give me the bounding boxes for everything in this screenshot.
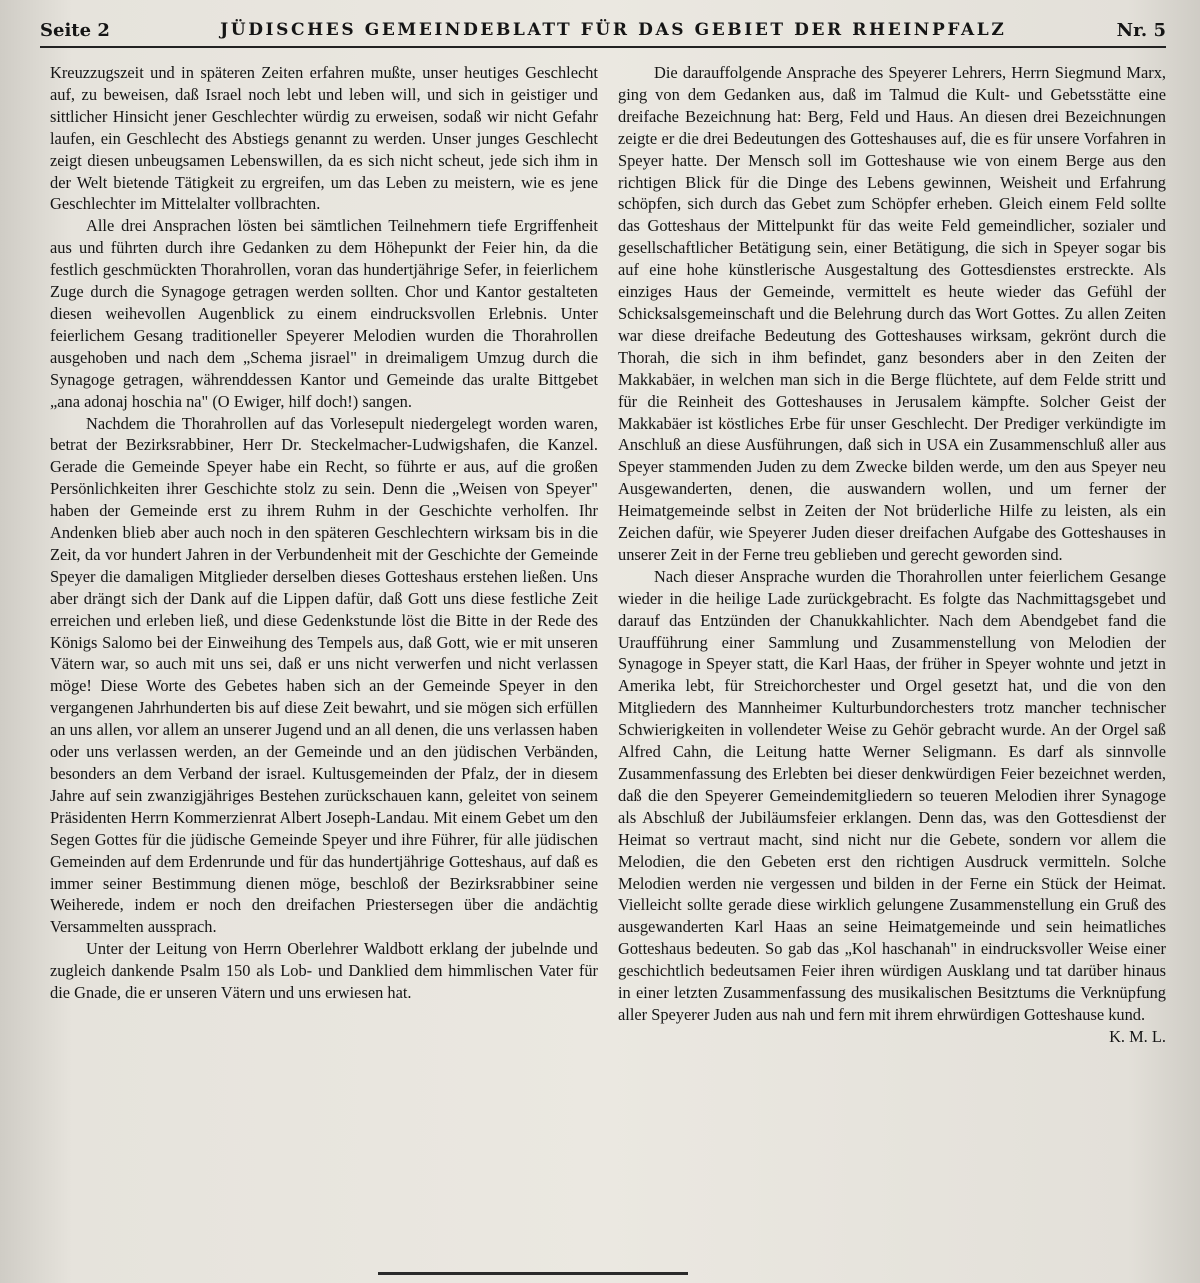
left-paragraph-4: Unter der Leitung von Herrn Oberlehrer Waldbott erklang der jubelnde und zugleich dankende Psalm 150 als Lob- und Danklied dem himmlischen Vater für die Gnade, die er unseren Vätern und uns erwiesen hat.	[50, 939, 598, 1003]
newspaper-title: JÜDISCHES GEMEINDEBLATT FÜR DAS GEBIET DER RHEINPFALZ	[220, 20, 1007, 40]
left-paragraph-2: Alle drei Ansprachen lösten bei sämtlichen Teilnehmern tiefe Ergriffenheit aus und führten durch ihre Gedanken zu dem Höhepunkt der Feier hin, da die festlich geschmückten Thorahrollen, voran das hundertjährige Sefer, in feierlichem Zuge durch die Synagoge getragen werden sollten. Chor und Kantor gestalteten diesen weihevollen Augenblick zu einem eindrucksvollen Erlebnis. Unter feierlichem Gesang traditioneller Speyerer Melodien wurden die Thorahrollen ausgehoben und nach dem „Schema jisrael" in dreimaligem Umzug durch die Synagoge getragen, währenddessen Kantor und Gemeinde das uralte Bittgebet „ana adonaj hoschia na" (O Ewiger, hilf doch!) sangen.	[50, 216, 598, 411]
page-number: Seite 2	[40, 19, 110, 41]
signature-line	[618, 1026, 1166, 1048]
left-paragraph-1: Kreuzzugszeit und in späteren Zeiten erfahren mußte, unser heutiges Geschlecht auf, zu beweisen, daß Israel noch lebt und leben will, und sich in geistiger und sittlicher Hinsicht jener Geschlechter würdig zu erweisen, sodaß wir nicht Gefahr laufen, ein Geschlecht des Abstiegs genannt zu werden. Unser junges Geschlecht zeigt diesen unbeugsamen Lebenswillen, da es sich nicht scheut, jede sich ihm in der Welt bietende Tätigkeit zu ergreifen, um das Leben zu meistern, wie es jene Geschlechter im Mittelalter vollbrachten.	[50, 63, 598, 214]
author-signature: K. M. L.	[1109, 1026, 1166, 1046]
left-paragraph-3: Nachdem die Thorahrollen auf das Vorlesepult niedergelegt worden waren, betrat der Bezirksrabbiner, Herr Dr. Steckelmacher-Ludwigshafen, die Kanzel. Gerade die Gemeinde Speyer habe ein Recht, so führte er aus, auf die großen Persönlichkeiten ihrer Geschichte stolz zu sein. Denn die „Weisen von Speyer" haben der Gemeinde erst zu ihrem Ruhm in der Geschichte verholfen. Ihr Andenken blieb aber auch noch in den späteren Geschlechtern wirksam bis in die Zeit, da vor hundert Jahren in der Verbundenheit mit der Geschichte der Gemeinde Speyer die damaligen Mitglieder derselben dieses Gotteshaus erstehen ließen. Uns aber drängt sich der Dank auf die Lippen dafür, daß Gott uns diese festliche Zeit erreichen und erleben ließ, und diese Gedenkstunde löst die Bitte in der Rede des Königs Salomo bei der Einweihung des Tempels aus, daß Gott, wie er mit unseren Vätern war, so auch mit uns sei, daß er uns nicht verwerfen und nicht verlassen möge! Diese Worte des Gebetes haben sich an der Gemeinde Speyer in den vergangenen Jahrhunderten bis auf diese Zeit bewahrt, und sie mögen sich erfüllen an uns allen, vor allem an unserer Jugend und an all denen, die uns verlassen haben oder uns verlassen werden, an der Gemeinde und an den jüdischen Verbänden, besonders an dem Verband der israel. Kultusgemeinden der Pfalz, der in diesem Jahre auf sein zwanzigjähriges Bestehen zurückschauen kann, geleitet von seinem Präsidenten Herrn Kommerzienrat Albert Joseph-Landau. Mit einem Gebet um den Segen Gottes für die jüdische Gemeinde Speyer und ihre Führer, für alle jüdischen Gemeinden auf dem Erdenrunde und für das hundertjährige Gotteshaus, auf daß es immer seiner Bestimmung dienen möge, beschloß der Bezirksrabbiner seine Weiherede, indem er noch den dreifachen Priestersegen über die andächtig Versammelten aussprach.	[50, 413, 598, 937]
right-paragraph-2: Nach dieser Ansprache wurden die Thorahrollen unter feierlichem Gesange wieder in die heilige Lade zurückgebracht. Es folgte das Nachmittagsgebet und darauf das Entzünden der Chanukkahlichter. Nach dem Abendgebet fand die Uraufführung einer Sammlung und Zusammenstellung von Melodien der Synagoge in Speyer statt, die Karl Haas, der früher in Speyer wohnte und jetzt in Amerika lebt, für Streichorchester und Orgel gesetzt hat, und die von den Mitgliedern des Mannheimer Kulturbundorchesters trotz mancher technischer Schwierigkeiten in vollendeter Weise zu Gehör gebracht wurde. An der Orgel saß Alfred Cahn, die Leitung hatte Werner Seligmann. Es darf als sinnvolle Zusammenfassung des Erlebten bei dieser denkwürdigen Feier bezeichnet werden, daß die den Speyerer Gemeindemitgliedern so teueren Melodien ihrer Synagoge als Abschluß der Jubiläumsfeier erklangen. Denn das, was den Gottesdienst der Heimat so vertraut macht, sind nicht nur die Gebete, sondern vor allem die Melodien, die den Gebeten erst den richtigen Ausdruck vermitteln. Solche Melodien werden nie vergessen und bilden in der Ferne ein Stück der Heimat. Vielleicht sollte gerade diese wirklich gelungene Zusammenstellung ein Gruß des ausgewanderten Karl Haas an seine Heimatgemeinde und sein heimatliches Gotteshaus bedeuten. So gab das „Kol haschanah" in eindrucksvoller Weise einer geschichtlich bedeutsamen Feier ihren würdigen Ausklang und tat darüber hinaus in einer letzten Zusammenfassung des musikalischen Besitztums die Verknüpfung aller Speyerer Juden aus nah und fern mit ihrem ehrwürdigen Gotteshause kund.	[618, 566, 1166, 1024]
right-column	[618, 62, 1166, 1048]
page-header	[40, 14, 1166, 48]
bottom-rule	[378, 1272, 688, 1275]
right-paragraph-1: Die darauffolgende Ansprache des Speyerer Lehrers, Herrn Siegmund Marx, ging von dem Gedanken aus, daß im Talmud die Kult- und Gebetsstätte eine dreifache Bezeichnung hat: Berg, Feld und Haus. An diesen drei Bezeichnungen zeigte er die drei Bedeutungen des Gotteshauses auf, die es für unsere Vorfahren in Speyer hatte. Der Mensch soll im Gotteshause wie von einem Berge aus den richtigen Blick für die Dinge des Lebens gewinnen, Weisheit und Erfahrung schöpfen, sich durch das Gebet zum Schöpfer erheben. Gleich einem Feld sollte das Gotteshaus der Mittelpunkt für das weite Feld gemeindlicher, sozialer und gesellschaftlicher Betätigung sein, einer Betätigung, die sich in Speyer sogar bis auf eine hohe künstlerische Ausgestaltung des Gottesdienstes erstreckte. Als einziges Haus der Gemeinde, vermittelt es heute wieder das Gefühl der Schicksalsgemeinschaft und die Belehrung durch das Wort Gottes. Zu allen Zeiten war diese dreifache Bedeutung des Gotteshauses wirksam, gekrönt durch die Thorah, die sich in ihm befindet, ganz besonders aber in den Zeiten der Makkabäer, in welchen man sich in die Berge flüchtete, auf dem Felde stritt und für die Reinheit des Gotteshauses in Jerusalem kämpfte. Solcher Geist der Makkabäer ist köstliches Erbe für unser Geschlecht. Der Prediger verkündigte im Anschluß an diese Ausführungen, daß sich in USA ein Zusammenschluß aller aus Speyer stammenden Juden zu dem Zwecke bilden werde, um den aus Speyer neu Ausgewanderten, denen, die auswandern wollen, und um ferner der Heimatgemeinde selbst in Zeiten der Not brüderliche Hilfe zu leisten, als ein Zeichen dafür, wie Speyerer Juden dieser dreifachen Aufgabe des Gotteshauses in unserer Zeit in der Ferne treu geblieben und gerecht geworden sind.	[618, 63, 1166, 564]
issue-number: Nr. 5	[1116, 19, 1166, 41]
left-column	[50, 62, 598, 1004]
